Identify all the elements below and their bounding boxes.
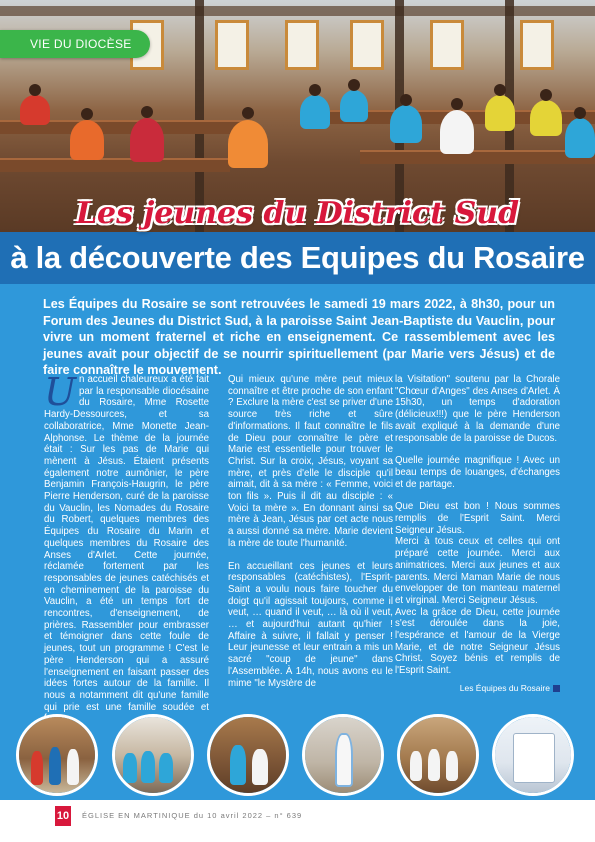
photo-person: [340, 90, 368, 122]
column-1-text: n accueil chaleureux a été fait par la responsable diocésaine du Rosaire, Mme Rosette Hardy-Dessources, et sa collaboratrice, Mme Monette Jean-Alphonse. Le thème de la journée était : Sur les pas de Marie qui mènent à Jésus. Étaient présents également notre aumônier, le père Benjamin François-Haugrin, le père Pierre Henderson, curé de la paroisse du Vauclin, les Nomades du Rosaire du Robert, quelques membres des Équipes du Rosaire du Marin et quelques membres du Rosaire des Anses d'Arlet. Cette journée, réclamée fortement par les responsables de jeunes catéchisés et en cheminement de la paroisse du Vauclin, a été un temps fort de rencontres, d'enseignement, de prières. Rassembler pour embrasser et témoigner dans cette foule de jeunes, tout un programme ! C'est le père Henderson qui a assuré l'enseignement en faisant passer des idées fortes autour de la famille. Il nous a notamment dit qu'une famille qui prie est une famille soudée et: [44, 374, 209, 713]
photo-person: [530, 100, 562, 136]
photo-head: [242, 107, 254, 119]
signature-text: Les Équipes du Rosaire: [459, 682, 550, 693]
photo-head: [494, 84, 506, 96]
photo-person: [485, 95, 515, 131]
photo-window: [350, 20, 384, 70]
article-lead: Les Équipes du Rosaire se sont retrouvées le samedi 19 mars 2022, à 8h30, pour un Forum des Jeunes du District Sud, à la paroisse Saint Jean-Baptiste du Vauclin, pour vivre un moment fraternel et riche en enseignement. Ce rassemblement avec les jeunes avait pour objectif de se nourrir spirituellement (par Marie vers Jésus) et de faire connaître le mouvement.: [43, 297, 555, 377]
article-column-2: [228, 374, 393, 700]
photo-person: [70, 120, 104, 160]
photo-circle: [492, 714, 574, 796]
photo-head: [451, 98, 463, 110]
photo-person: [440, 110, 474, 154]
column-3-paragraph: Merci à tous ceux et celles qui ont préparé cette journée. Merci aux animatrices. Merci aux jeunes et aux parents. Merci Maman Marie de nous envelopper de ton manteau maternel et virginal. Merci Seigneur Jésus.: [395, 536, 560, 606]
poster-board: [513, 733, 555, 783]
photo-circle: [397, 714, 479, 796]
photo-circle: [16, 714, 98, 796]
section-tag: [0, 30, 150, 58]
article-title-line1: Les jeunes du District Sud: [75, 196, 520, 231]
article-title-line2: à la découverte des Equipes du Rosaire: [10, 240, 585, 275]
photo-person: [446, 751, 458, 781]
column-2-paragraph: Qui mieux qu'une mère peut mieux connaître et être proche de son enfant ? Exclure la mère c'est se priver d'une source très riche et sûre d'informations. Il faut connaître le fils de Dieu pour connaître le père et Marie est essentielle pour trouver le Christ. Sur la croix, Jésus, voyant sa mère, et près d'elle le disciple qu'il aimait, dit à sa mère : « Femme, voici ton fils ». Puis il dit au disciple : « Voici ta mère ». En donnant ainsi sa mère à Jean, Jésus par cet acte nous a aussi donné sa mère. Marie devient la mère de toute l'humanité.: [228, 374, 393, 549]
statue-figure: [335, 733, 353, 787]
publication-footer: ÉGLISE EN MARTINIQUE du 10 avril 2022 – n° 639: [82, 811, 303, 820]
photo-person: [390, 105, 422, 143]
photo-window: [285, 20, 319, 70]
photo-person: [230, 745, 246, 785]
column-1-paragraph: [44, 370, 209, 725]
section-tag-label: VIE DU DIOCÈSE: [30, 37, 132, 51]
photo-person: [252, 749, 268, 785]
photo-pew: [360, 150, 595, 164]
photo-head: [540, 89, 552, 101]
photo-person: [159, 753, 173, 783]
photo-person: [20, 95, 50, 125]
photo-person: [67, 749, 79, 785]
photo-person: [141, 751, 155, 783]
photo-head: [141, 106, 153, 118]
photo-person: [130, 118, 164, 162]
article-column-1: [44, 370, 209, 736]
column-3-paragraph: Avec la grâce de Dieu, cette journée s'est déroulée dans la joie, l'espérance et l'amour de la Vierge Marie, et de notre Seigneur Jésus Christ. Soyez bénis et remplis de l'Esprit Saint.: [395, 606, 560, 677]
photo-window: [520, 20, 554, 70]
photo-circle: [207, 714, 289, 796]
photo-background: [210, 717, 286, 793]
photo-person: [428, 749, 440, 781]
photo-window: [430, 20, 464, 70]
page-number: 10: [55, 806, 71, 826]
photo-head: [574, 107, 586, 119]
photo-head: [81, 108, 93, 120]
photo-head: [309, 84, 321, 96]
end-mark-icon: [553, 685, 560, 692]
photo-person: [49, 747, 61, 785]
photo-strip: [0, 714, 595, 794]
photo-person: [300, 95, 330, 129]
photo-person: [228, 120, 268, 168]
photo-person: [31, 751, 43, 785]
photo-person: [410, 751, 422, 781]
photo-circle: [112, 714, 194, 796]
article-column-3: [395, 374, 560, 695]
drop-cap: U: [44, 370, 77, 414]
photo-window: [215, 20, 249, 70]
article-signature: [395, 683, 560, 695]
photo-head: [400, 94, 412, 106]
column-3-paragraph: Que Dieu est bon ! Nous sommes remplis de l'Esprit Saint. Merci Seigneur Jésus.: [395, 501, 560, 536]
photo-head: [348, 79, 360, 91]
photo-head: [29, 84, 41, 96]
column-2-paragraph: En accueillant ces jeunes et leurs responsables (catéchistes), l'Esprit-Saint a voulu nous faire toucher du doigt qu'il agissait toujours, comme il veut, … quand il veut, … là où il veut, … et aujourd'hui autant qu'hier ! Affaire à suivre, il fallait y penser ! Leur jeunesse et leur entrain a mis un sacré "coup de jeune" dans l'Assemblée. À 14h, nous avons eu le mime "le Mystère de: [228, 560, 393, 689]
photo-pew: [0, 158, 230, 172]
photo-person: [565, 118, 595, 158]
photo-person: [123, 753, 137, 783]
photo-circle: [302, 714, 384, 796]
column-3-paragraph: la Visitation" soutenu par la Chorale "Chœur d'Anges" des Anses d'Arlet. À 15h30, un temps d'adoration (délicieux!!!) que le père Henderson avait expliqué à la demande d'une responsable de la paroisse de Ducos.: [395, 374, 560, 444]
column-3-paragraph: Quelle journée magnifique ! Avec un beau temps de louanges, d'échanges et de partage.: [395, 455, 560, 490]
